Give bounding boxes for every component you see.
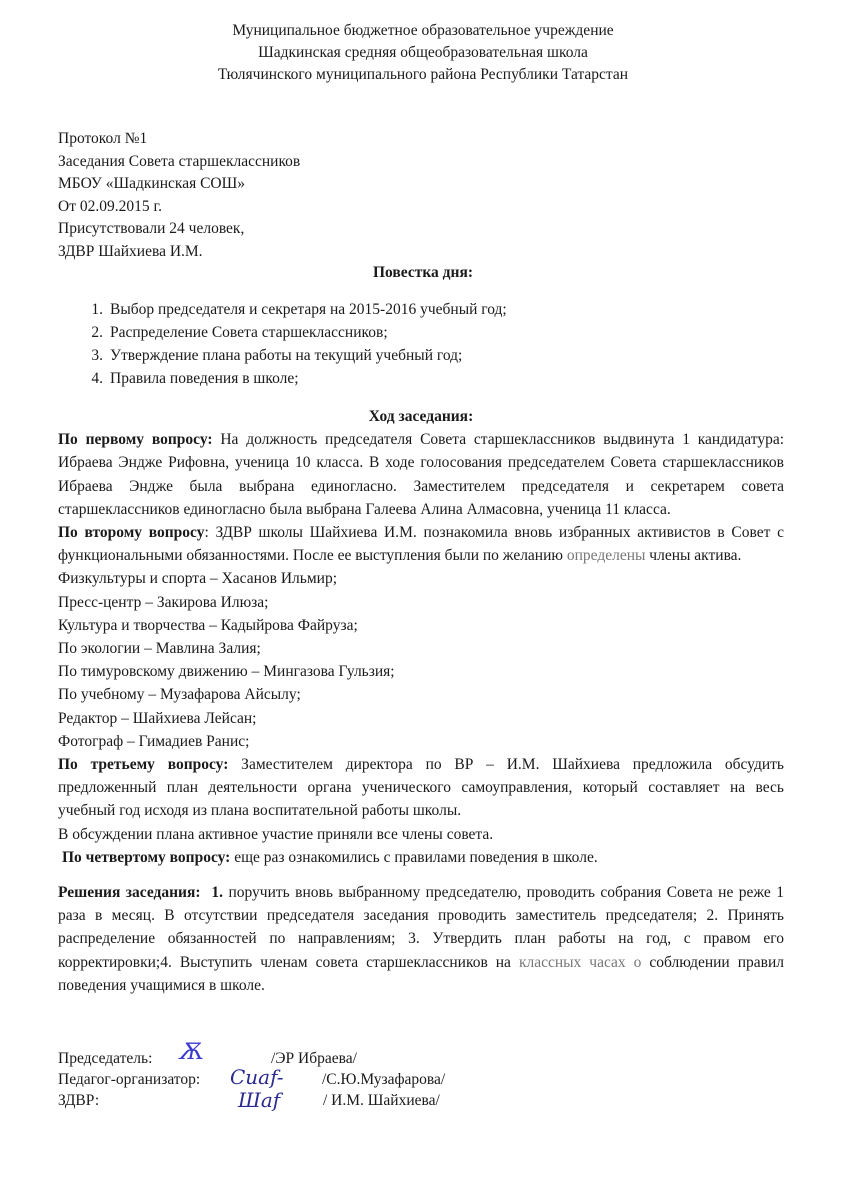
question-2 [58,521,784,567]
question-2-tail: члены актива. [645,547,742,565]
agenda-item-text: Утверждение плана работы на текущий учебный год; [110,347,463,364]
question-4 [58,846,784,869]
signature-name: /ЭР Ибраева/ [271,1050,357,1067]
proceedings [58,405,784,997]
handwritten-signature-icon: Шаf [238,1088,281,1112]
meeting-date: От 02.09.2015 г. [58,197,162,215]
question-3 [58,753,784,823]
agenda-title: Повестка дня: [373,264,473,281]
agenda-item-text: Распределение Совета старшеклассников; [110,324,388,341]
agenda-item-text: Правила поведения в школе; [110,370,299,387]
decision-1-number: 1. [211,884,224,902]
agenda-item-number: 4. [91,370,103,387]
decisions-text: поручить вновь выбранному председателю, проводить собрания Совета не реже 1 раза в месяц. В отсутствии председателя заседания проводить заместитель председателя; 2. Принять распределение обязанностей по направлениям; 3. Утвердить план работы на год, с правом его корректировки;4. Выступить членам совета старшеклассников на [58,884,784,971]
assignment-item: Фотограф – Гимадиев Ранис; [58,732,250,750]
question-1 [58,428,784,521]
agenda-item-number: 3. [91,347,103,364]
header-line: Тюлячинского муниципального района Республики Татарстан [217,66,629,83]
agenda-item-text: Выбор председателя и секретаря на 2015-2016 учебный год; [110,301,507,318]
question-4-text: еще раз ознакомились с правилами поведения в школе. [230,848,598,866]
agenda-item [58,367,507,390]
assignment-item: Культура и творчества – Кадыйрова Файруза; [58,616,358,634]
question-3-text: Заместителем директора по ВР – И.М. Шайхиева предложила обсудить предложенный план деятельности органа ученического самоуправления, который составляет на весь учебный год исходя из плана воспитательной работы школы. [58,756,784,820]
agenda-item-number: 2. [91,324,103,341]
question-2-faded: определены [566,547,646,565]
school-name: МБОУ «Шадкинская СОШ» [58,175,245,192]
decisions-tail: соблюдении правил поведения учащимися в школе. [58,953,784,994]
attendance: Присутствовали 24 человек, [58,220,245,237]
header-line: Муниципальное бюджетное образовательное учреждение [232,22,614,39]
signature-name: /С.Ю.Музафарова/ [322,1071,446,1088]
signature-row [58,1065,558,1090]
signature-row [58,1090,558,1111]
agenda-item-number: 1. [91,301,103,318]
agenda-list [58,298,507,390]
assignment-item: По учебному – Музафарова Айсылу; [58,686,301,704]
assignment-item: По тимуровскому движению – Мингазова Гульзия; [58,663,395,681]
protocol-number: Протокол №1 [58,130,148,147]
header-line: Шадкинская средняя общеобразовательная школа [258,44,588,61]
signature-name: / И.М. Шайхиева/ [323,1092,440,1109]
decisions [58,881,784,997]
signature-block [58,1040,558,1112]
school-header [0,20,846,86]
deputy: ЗДВР Шайхиева И.М. [58,242,203,260]
signature-role: Председатель: [58,1050,153,1067]
protocol-meta [58,128,300,263]
agenda-item [58,321,507,344]
signature-role: ЗДВР: [58,1092,100,1109]
decisions-faded: классных часах о [518,953,642,971]
assignment-item: Физкультуры и спорта – Хасанов Ильмир; [58,570,338,588]
agenda-item [58,344,507,367]
assignment-item: По экологии – Мавлина Залия; [58,640,261,658]
handwritten-signature-icon: Cuaf- [230,1065,284,1089]
question-3-label: По третьему вопросу: [58,756,229,774]
question-2-label: По второму вопросу [58,524,205,542]
question-3-extra: В обсуждении плана активное участие приняли все члены совета. [58,825,494,843]
question-2-text: : ЗДВР школы Шайхиева И.М. познакомила вновь избранных активистов в Совет с функциональными обязанностями. После ее выступления были по желанию [58,524,784,565]
handwritten-signature-icon: Ѫ [178,1040,203,1065]
question-1-text: На должность председателя Совета старшеклассников выдвинута 1 кандидатура: Ибраева Эндже Рифовна, ученица 10 класса. В ходе голосования председателем Совета старшеклассников Ибраева Эндже была выбрана единогласно. Заместителем председателя и секретарем совета старшеклассников единогласно была выбрана Галеева Алина Алмасовна, ученица 11 класса. [58,431,785,518]
signature-role: Педагог-организатор: [58,1071,201,1088]
agenda-item [58,298,507,321]
signature-row [58,1040,558,1069]
meeting-name: Заседания Совета старшеклассников [58,152,301,170]
assignment-item: Пресс-центр – Закирова Илюза; [58,593,269,611]
proceedings-title: Ход заседания: [368,408,474,425]
question-4-label: По четвертому вопросу: [62,848,231,866]
decisions-label: Решения заседания: [58,884,201,902]
question-1-label: По первому вопросу: [58,431,213,449]
assignment-list [58,567,784,753]
assignment-item: Редактор – Шайхиева Лейсан; [58,709,257,727]
